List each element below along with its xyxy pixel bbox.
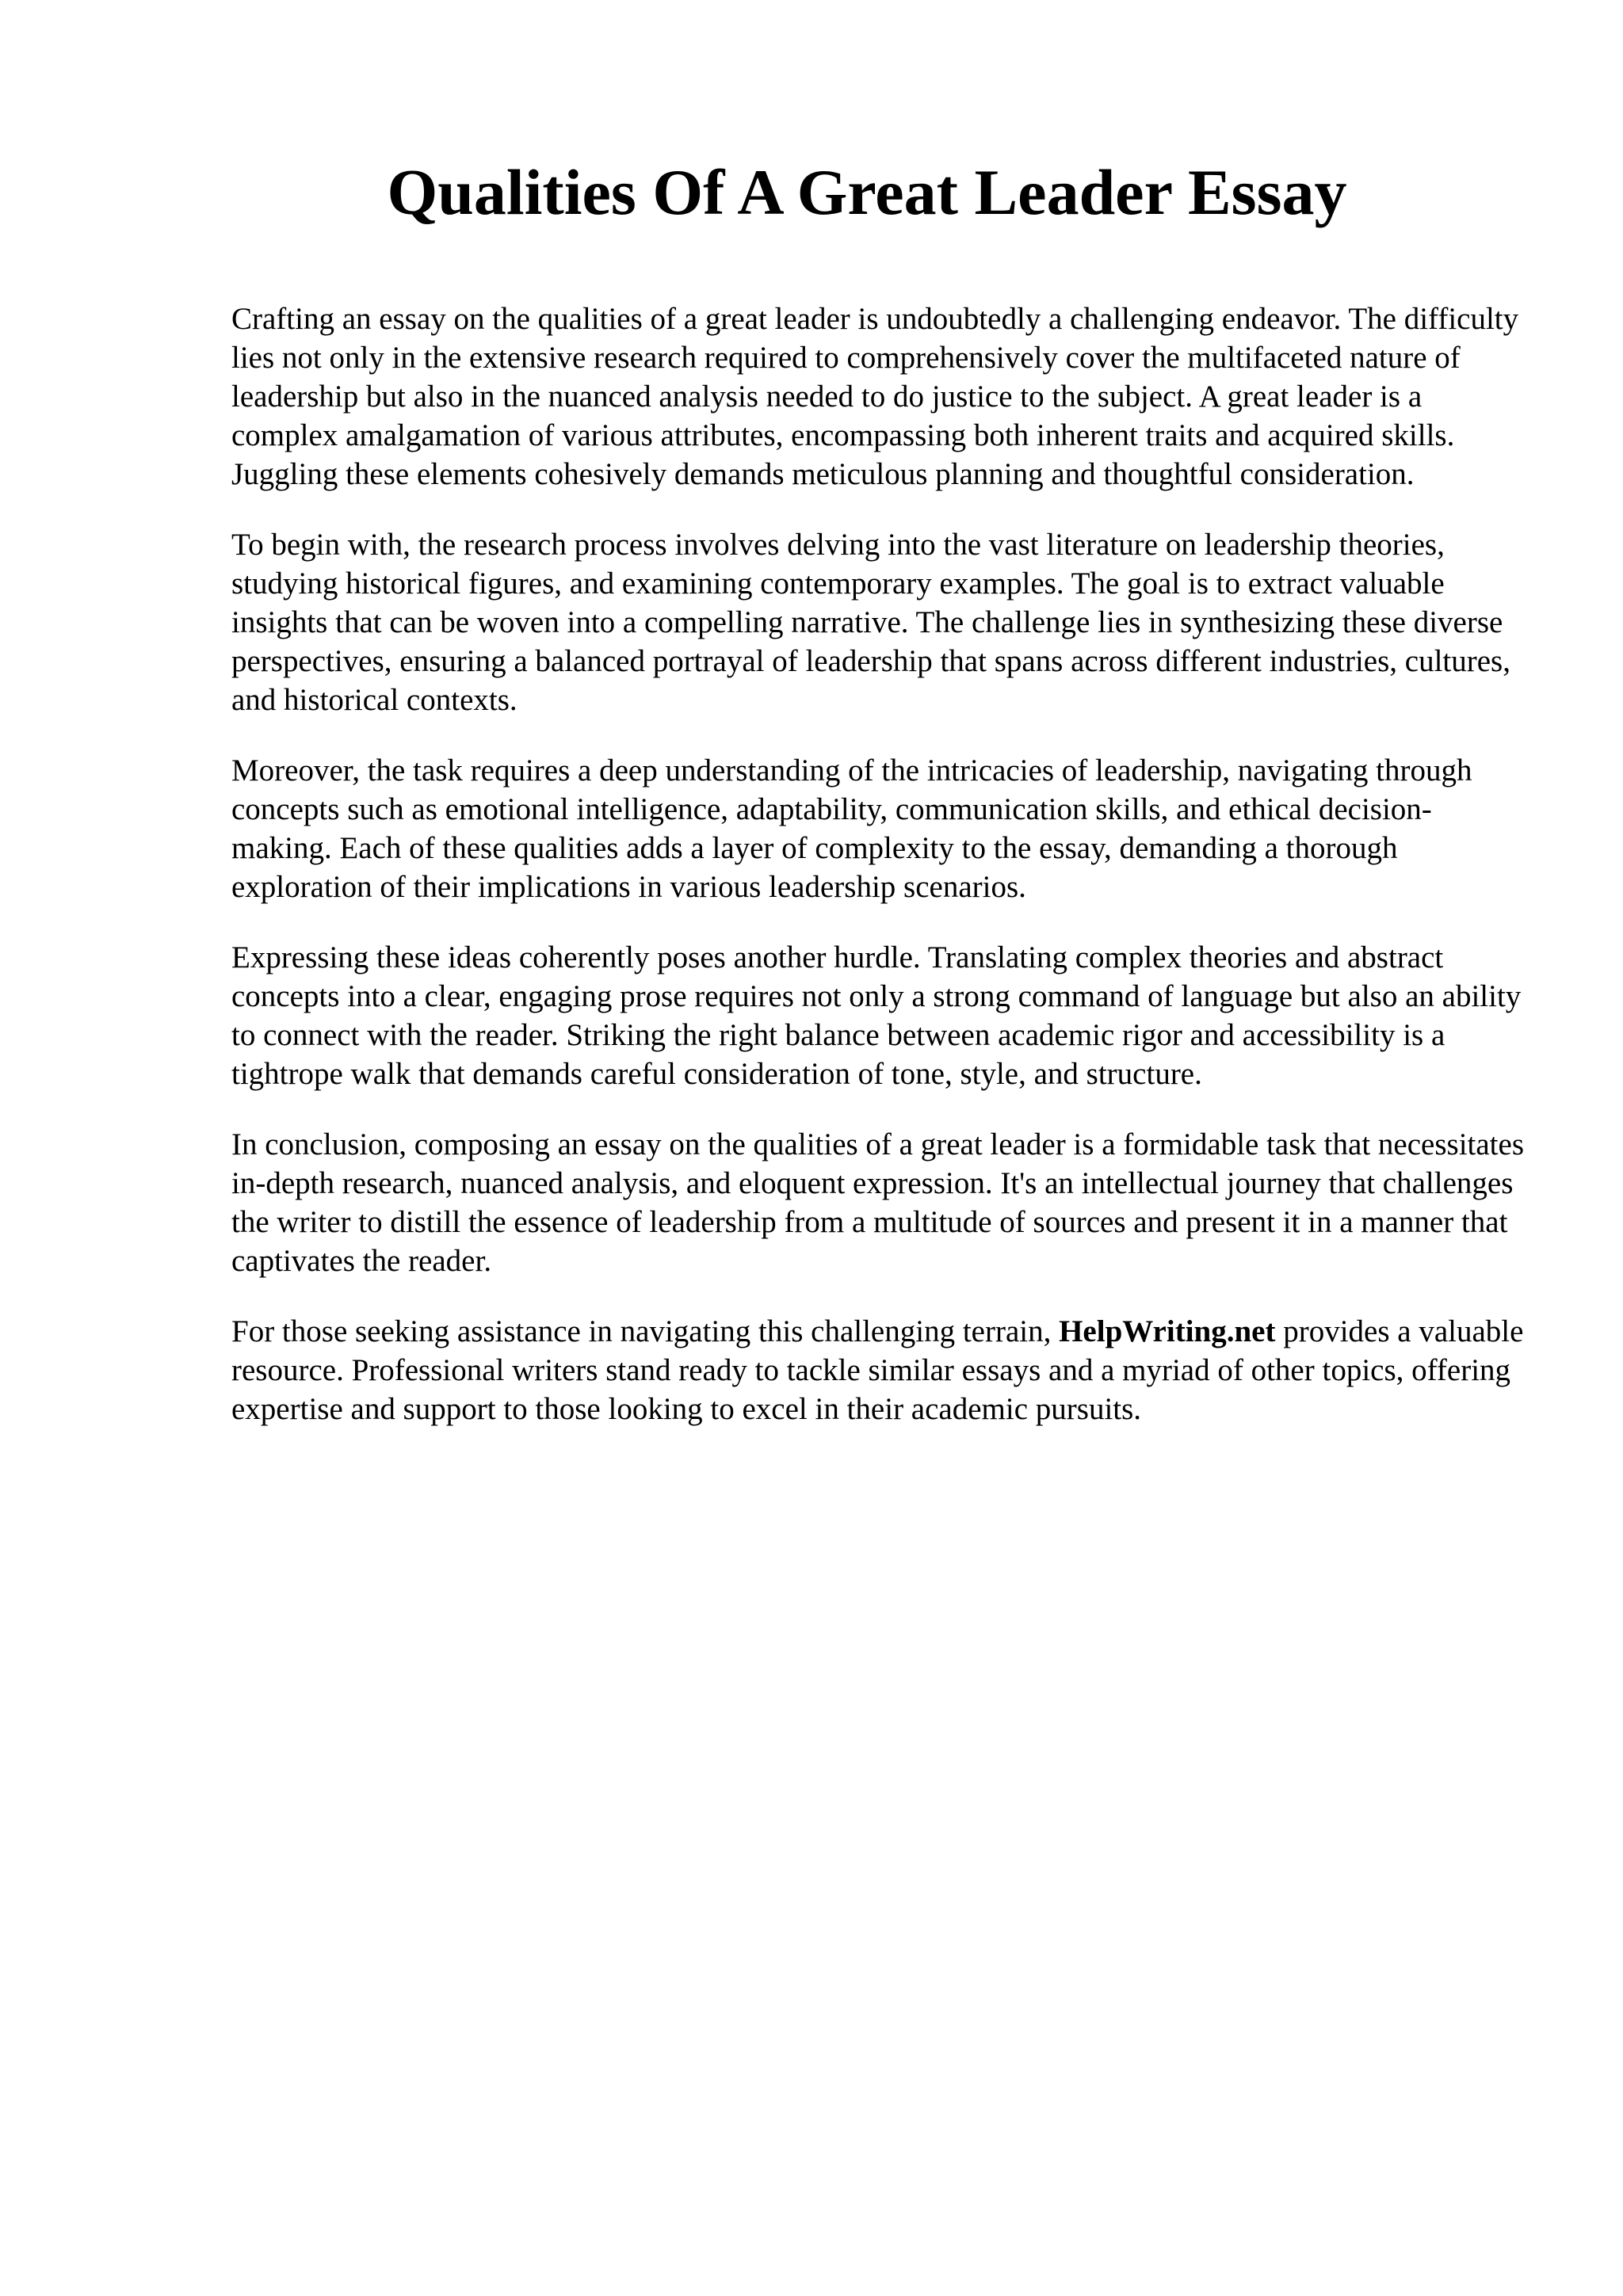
brand-name: HelpWriting.net — [1059, 1314, 1276, 1348]
paragraph-6 — [231, 1312, 1531, 1428]
paragraph-4: Expressing these ideas coherently poses another hurdle. Translating complex theories and abstract concepts into a clear, engaging prose requires not only a strong command of language but also an ability to connect with the reader. Striking the right balance between academic rigor and accessibility is a tightrope walk that demands careful consideration of tone, style, and structure. — [231, 940, 1522, 1091]
paragraph-5: In conclusion, composing an essay on the qualities of a great leader is a formidable task that necessitates in-depth research, nuanced analysis, and eloquent expression. It's an intellectual journey that challenges the writer to distill the essence of leadership from a multitude of sources and present it in a manner that captivates the reader. — [231, 1127, 1524, 1278]
paragraph-6-intro: For those seeking assistance in navigating this challenging terrain, — [231, 1314, 1060, 1348]
page-title: Qualities Of A Great Leader Essay — [387, 156, 1347, 228]
paragraph-3: Moreover, the task requires a deep understanding of the intricacies of leadership, navigating through concepts such as emotional intelligence, adaptability, communication skills, and ethical decision-making. Each of these qualities adds a layer of complexity to the essay, demanding a thorough exploration of their implications in various leadership scenarios. — [231, 753, 1472, 904]
paragraph-1: Crafting an essay on the qualities of a great leader is undoubtedly a challenging endeavor. The difficulty lies not only in the extensive research required to comprehensively cover the multifaceted nature of leadership but also in the nuanced analysis needed to do justice to the subject. A great leader is a complex amalgamation of various attributes, encompassing both inherent traits and acquired skills. Juggling these elements cohesively demands meticulous planning and thoughtful consideration. — [231, 302, 1519, 491]
paragraph-2: To begin with, the research process involves delving into the vast literature on leadership theories, studying historical figures, and examining contemporary examples. The goal is to extract valuable insights that can be woven into a compelling narrative. The challenge lies in synthesizing these diverse perspectives, ensuring a balanced portrayal of leadership that spans across different industries, cultures, and historical contexts. — [231, 528, 1510, 717]
paragraph-6-rest: provides a valuable resource. Professional writers stand ready to tackle similar essays and a myriad of other topics, offering expertise and support to those looking to excel in their academic pursuits. — [231, 1314, 1524, 1426]
essay-body — [231, 299, 1531, 1460]
